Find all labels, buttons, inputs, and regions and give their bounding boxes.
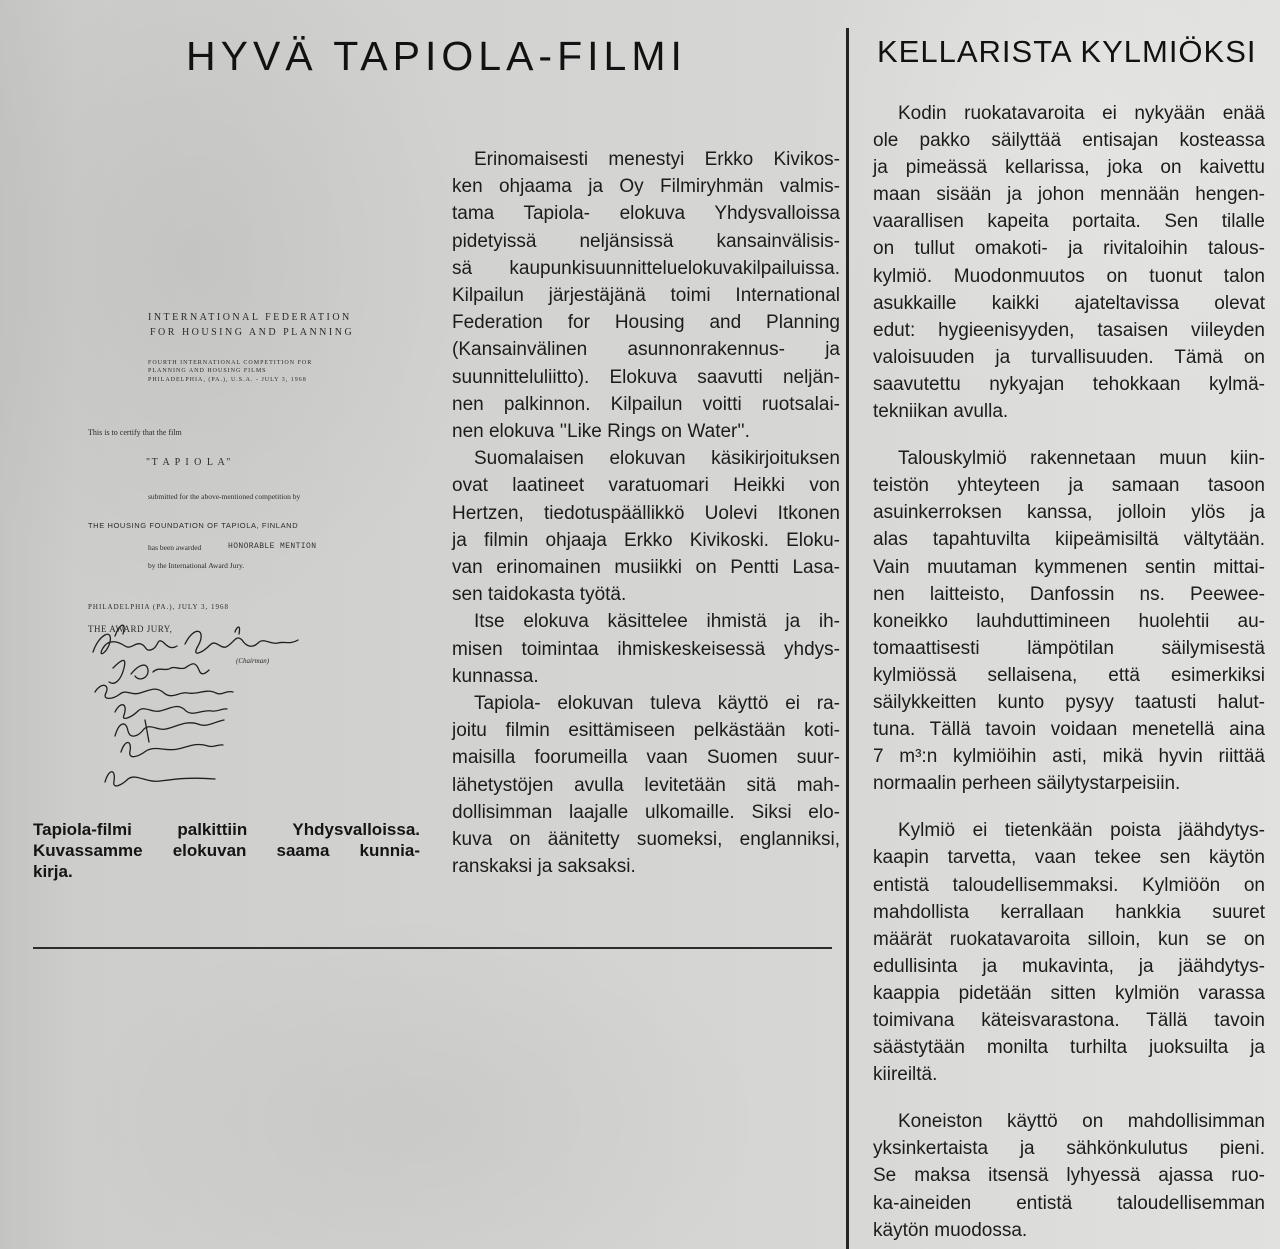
certificate-submitted-line: submitted for the above-mentioned competition by (148, 492, 301, 501)
text-line: sen taidokasta työtä. (452, 584, 627, 606)
text-line: ovat laatineet varatuomari Heikki von (452, 475, 840, 497)
text-line: Se maksa itsensä lyhyessä ajassa ruo- (873, 1165, 1265, 1187)
text-line: mahdollista kerrallaan hankkia suuret (873, 901, 1265, 923)
text-line: suunnitteluliitto). Elokuva saavutti neljän- (452, 366, 840, 388)
text-line: ja filmin ohjaaja Erkko Kivikoski. Eloku- (452, 529, 840, 551)
text-line: Hertzen, tiedotuspäällikkö Uolevi Itkonen (452, 502, 840, 524)
text-line: edut: hygieenisyyden, tasaisen viileyden (873, 319, 1265, 341)
text-line: koneikko lauhduttimineen huolehtii au- (873, 610, 1265, 632)
text-line: yksinkertaista ja sähkönkulutus pieni. (873, 1138, 1265, 1160)
right-article-body (873, 100, 1265, 1244)
text-line: lähetystöjen avulla levitetään sitä mah- (452, 774, 840, 796)
certificate-org-line-2: FOR HOUSING AND PLANNING (150, 327, 355, 338)
text-line: kunnassa. (452, 665, 539, 687)
text-line: kylmiö. Muodonmuutos on tuonut talon (873, 265, 1265, 287)
paragraph (452, 608, 840, 690)
paragraph (873, 100, 1265, 425)
text-line: sä kaupunkisuunnitteluelokuvakilpailuissa. (452, 257, 840, 279)
text-line: kiireiltä. (873, 1064, 938, 1086)
text-line: käytön muodossa. (873, 1219, 1028, 1241)
signature-5 (115, 720, 224, 742)
certificate-jury-line: by the International Award Jury. (148, 561, 245, 570)
text-line: Federation for Housing and Planning (452, 312, 840, 334)
jury-signatures (85, 612, 325, 792)
text-line: vaarallisen kapeita portaita. Sen tilalle (873, 211, 1265, 233)
certificate-certify-line: This is to certify that the film (88, 428, 182, 437)
text-line: säästytään monilta turhilta juoksuilta ja (873, 1037, 1265, 1059)
text-line: edullisinta ja mukavinta, ja jäähdytys- (873, 955, 1265, 977)
text-line: kirja. (33, 862, 73, 881)
paragraph (452, 445, 840, 608)
text-line: joitu filmin esittämiseen pelkästään koti- (452, 720, 840, 742)
certificate-awarded-prefix: has been awarded (148, 543, 202, 552)
horizontal-rule (33, 947, 832, 949)
text-line: nen palkinnon. Kilpailun voitti ruotsalai- (452, 393, 840, 415)
text-line: teistön yhteyteen ja samaan tasoon (873, 475, 1265, 497)
paragraph (452, 146, 840, 445)
certificate-film-name: "T A P I O L A" (146, 457, 232, 468)
paragraph (873, 445, 1265, 797)
signature-6 (121, 743, 223, 757)
text-line: Suomalaisen elokuvan käsikirjoituksen (474, 448, 840, 470)
text-line: 7 m³:n kylmiöihin asti, mikä hyvin riittää (873, 746, 1265, 768)
text-line: tomaattisesti lämpötilan säilymisestä (873, 637, 1265, 659)
text-line: van erinomainen musiikki on Pentti Lasa- (452, 557, 840, 579)
text-line: Itse elokuva käsittelee ihmistä ja ih- (474, 611, 840, 633)
text-line: kaapin tarvetta, vaan tekee sen käytön (873, 847, 1265, 869)
text-line: maisilla foorumeilla vaan Suomen suur- (452, 747, 840, 769)
certificate-competition-line-2: PLANNING AND HOUSING FILMS (148, 368, 267, 374)
text-line: Talouskylmiö rakennetaan muun kiin- (898, 448, 1265, 470)
text-line: ole pakko säilyttää entisajan kosteassa (873, 130, 1265, 152)
certificate-caption (33, 819, 420, 882)
paragraph (33, 819, 420, 882)
certificate-jury-heading: THE AWARD JURY, (88, 624, 173, 634)
text-line: säilykkeitten kunto pysyy taatusti halut- (873, 691, 1265, 713)
text-line: alas tapahtuvilta kiipeämisiltä vältytään. (873, 529, 1265, 551)
text-line: tama Tapiola- elokuva Yhdysvalloissa (452, 203, 840, 225)
certificate-competition-line-1: FOURTH INTERNATIONAL COMPETITION FOR (148, 360, 313, 366)
text-line: tuna. Tällä tavoin voidaan menetellä aina (873, 719, 1265, 741)
text-line: ken ohjaama ja Oy Filmiryhmän valmis- (452, 176, 840, 198)
text-line: asukkaille kaikki ajateltavissa olevat (873, 292, 1265, 314)
text-line: kylmiössä sellaisena, että esimerkiksi (873, 664, 1265, 686)
text-line: kuva on äänitetty suomeksi, englanniksi, (452, 829, 840, 851)
text-line: nen laitteisto, Danfossin ns. Peewee- (873, 583, 1265, 605)
text-line: ranskaksi ja saksaksi. (452, 856, 636, 878)
signature-3 (95, 685, 233, 698)
signature-1 (93, 625, 298, 654)
text-line: Koneiston käyttö on mahdollisimman (898, 1111, 1265, 1133)
text-line: asuinkerroksen kanssa, jolloin ylös ja (873, 502, 1265, 524)
text-line: Vain muutaman kymmenen sentin mittai- (873, 556, 1265, 578)
text-line: tekniikan avulla. (873, 401, 1009, 423)
certificate-competition-line-3: PHILADELPHIA, (PA.), U.S.A. - JULY 3, 1968 (148, 377, 307, 383)
text-line: ja pimeässä kellarissa, joka on kaivettu (873, 157, 1265, 179)
certificate-submitter: THE HOUSING FOUNDATION OF TAPIOLA, FINLAND (88, 521, 299, 530)
paragraph (873, 817, 1265, 1088)
certificate-award: HONORABLE MENTION (228, 542, 317, 551)
certificate-org-line-1: INTERNATIONAL FEDERATION (148, 312, 352, 323)
text-line: on tullut omakoti- ja rivitaloihin talous- (873, 238, 1265, 260)
text-line: määrät ruokatavaroita silloin, kun se on (873, 928, 1265, 950)
text-line: toimivana käteisvarastona. Tällä tavoin (873, 1010, 1265, 1031)
right-article-title: KELLARISTA KYLMIÖKSI (877, 34, 1257, 69)
text-line: ka-aineiden entistä taloudellisemman (873, 1192, 1265, 1214)
left-article-title: HYVÄ TAPIOLA-FILMI (186, 33, 687, 79)
signature-4 (115, 705, 227, 719)
left-article-body (452, 146, 840, 880)
text-line: Kodin ruokatavaroita ei nykyään enää (898, 103, 1265, 124)
text-line: entistä taloudellisemmaksi. Kylmiöön on (873, 874, 1265, 896)
certificate-chairman-note: (Chairman) (236, 657, 270, 665)
text-line: valoisuuden ja turvallisuuden. Tämä on (873, 346, 1265, 368)
text-line: nen elokuva ''Like Rings on Water''. (452, 421, 750, 443)
text-line: Kuvassamme elokuvan saama kunnia- (33, 841, 420, 860)
signature-7 (105, 772, 215, 786)
column-divider (846, 28, 849, 1249)
signature-2 (109, 660, 209, 683)
text-line: kaappia pidetään sitten kylmiön varassa (873, 982, 1265, 1004)
text-line: Tapiola- elokuvan tuleva käyttö ei ra- (474, 693, 840, 715)
paragraph (452, 690, 840, 880)
text-line: (Kansainvälinen asunnonrakennus- ja (452, 339, 840, 361)
text-line: saavutettu nykyajan tehokkaan kylmä- (873, 373, 1265, 395)
paragraph (873, 1108, 1265, 1243)
text-line: maan sisään ja johon mennään hengen- (873, 184, 1265, 206)
text-line: Erinomaisesti menestyi Erkko Kivikos- (474, 149, 840, 170)
text-line: Kilpailun järjestäjänä toimi International (452, 285, 840, 307)
certificate-date-line: PHILADELPHIA (PA.), JULY 3, 1968 (88, 603, 230, 611)
text-line: Tapiola-filmi palkittiin Yhdysvalloissa. (33, 820, 420, 839)
text-line: Kylmiö ei tietenkään poista jäähdytys- (898, 820, 1265, 842)
text-line: normaalin perheen säilytystarpeisiin. (873, 773, 1181, 795)
text-line: misen toimintaa ihmiskeskeisessä yhdys- (452, 638, 840, 660)
text-line: pidetyissä neljänsissä kansainvälisis- (452, 230, 840, 252)
text-line: dollisimman laajalle ulkomaille. Siksi elo- (452, 801, 840, 823)
